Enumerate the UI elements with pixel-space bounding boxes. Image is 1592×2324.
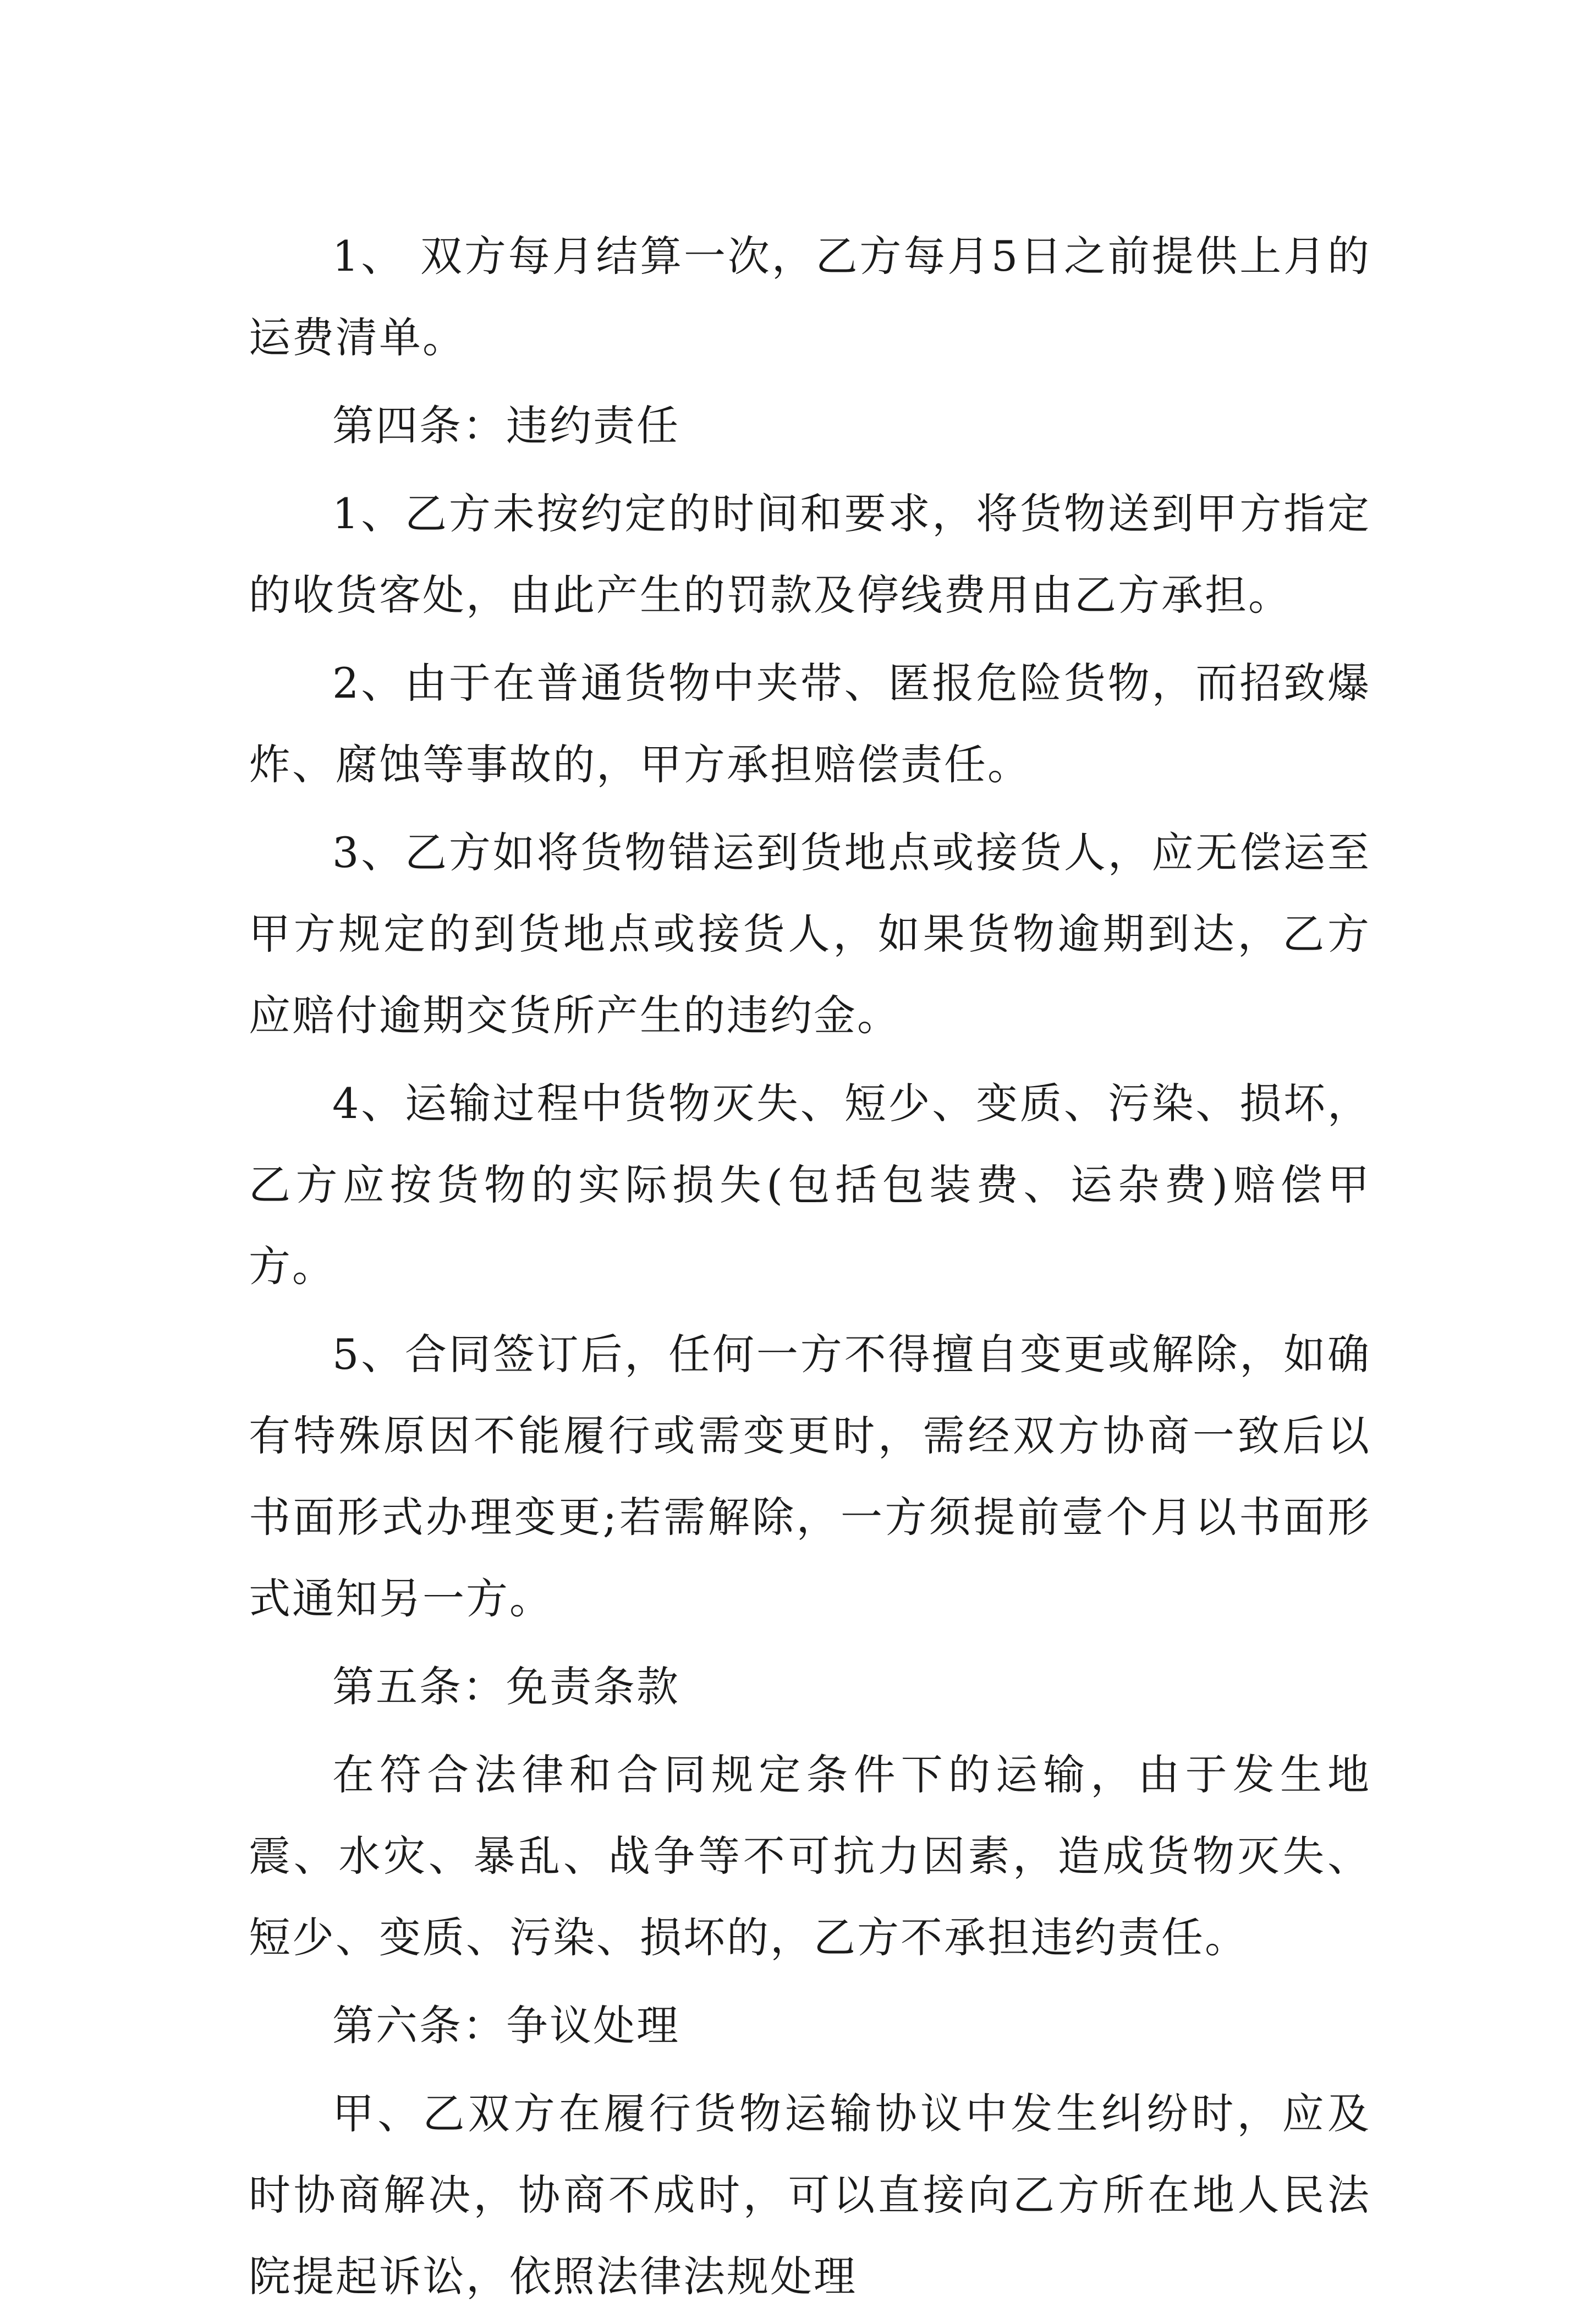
article-4-heading: 第四条：违约责任 <box>332 401 680 450</box>
article-4-item-2: 2、由于在普通货物中夹带、匿报危险货物，而招致爆炸、腐蚀等事故的，甲方承担赔偿责任。 <box>249 659 1371 789</box>
article-4-item-3: 3、乙方如将货物错运到货地点或接货人，应无偿运至甲方规定的到货地点或接货人，如果货物逾期到达，乙方应赔付逾期交货所产生的违约金。 <box>249 828 1371 1040</box>
article-6-heading: 第六条：争议处理 <box>332 2001 680 2050</box>
article-4-item-4: 4、运输过程中货物灭失、短少、变质、污染、损坏，乙方应按货物的实际损失(包括包装费、运杂费)赔偿甲方。 <box>249 1079 1371 1291</box>
article-4-item-5: 5、合同签订后，任何一方不得擅自变更或解除，如确有特殊原因不能履行或需变更时，需经双方协商一致后以书面形式办理变更;若需解除，一方须提前壹个月以书面形式通知另一方。 <box>249 1330 1371 1623</box>
article-5-heading: 第五条：免责条款 <box>332 1662 680 1711</box>
clause-settlement: 1、 双方每月结算一次，乙方每月5日之前提供上月的运费清单。 <box>249 232 1371 362</box>
document-body <box>249 216 1371 2324</box>
article-6-body: 甲、乙双方在履行货物运输协议中发生纠纷时，应及时协商解决，协商不成时，可以直接向乙方所在地人民法院提起诉讼，依照法律法规处理 <box>249 2089 1371 2301</box>
article-4-item-1: 1、乙方未按约定的时间和要求，将货物送到甲方指定的收货客处，由此产生的罚款及停线费用由乙方承担。 <box>249 489 1371 620</box>
article-5-body: 在符合法律和合同规定条件下的运输，由于发生地震、水灾、暴乱、战争等不可抗力因素，造成货物灭失、短少、变质、污染、损坏的，乙方不承担违约责任。 <box>249 1750 1371 1962</box>
